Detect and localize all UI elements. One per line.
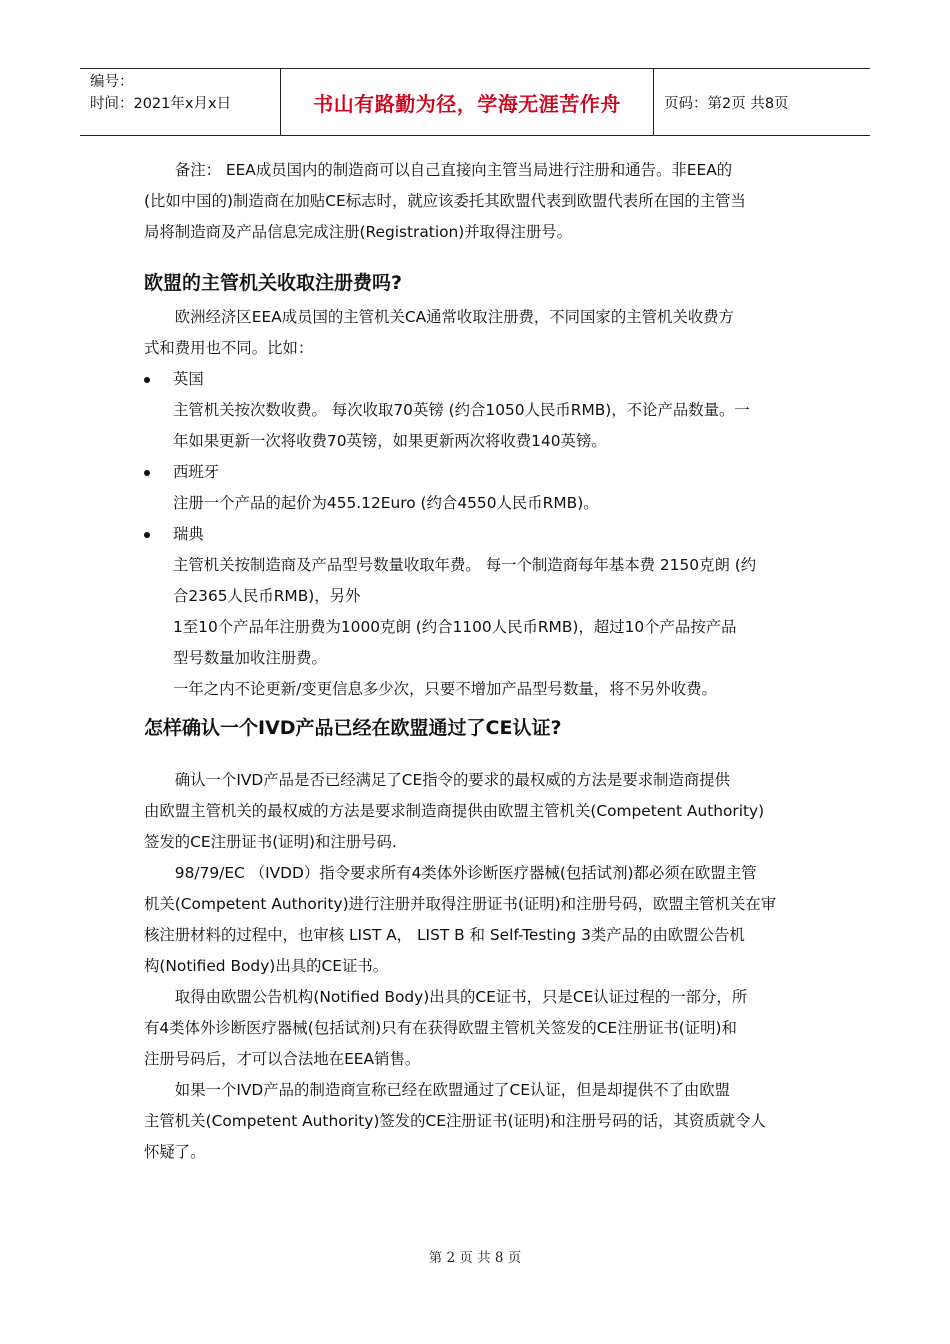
header-meta [80, 69, 281, 135]
text-line: 核注册材料的过程中，也审核 LIST A， LIST B 和 Self-Testing 3类产品的由欧盟公告机 [144, 926, 745, 944]
section1-intro [144, 302, 809, 364]
text-line: 怀疑了。 [144, 1143, 206, 1161]
bullet-icon [144, 377, 150, 383]
text-line: 注册号码后，才可以合法地在EEA销售。 [144, 1050, 421, 1068]
text-line: 备注： EEA成员国内的制造商可以自己直接向主管当局进行注册和通告。非EEA的 [174, 161, 733, 179]
page-footer: 第 2 页 共 8 页 [428, 1250, 522, 1266]
note-paragraph [144, 155, 809, 248]
text-line: 主管机关(Competent Authority)签发的CE注册证书(证明)和注册号码的话，其资质就令人 [144, 1112, 766, 1130]
text-line: 欧洲经济区EEA成员国的主管机关CA通常收取注册费，不同国家的主管机关收费方 [174, 308, 734, 326]
section-heading: 欧盟的主管机关收取注册费吗? [144, 272, 403, 294]
text-line: 如果一个IVD产品的制造商宣称已经在欧盟通过了CE认证，但是却提供不了由欧盟 [174, 1081, 731, 1099]
text-line: 主管机关按次数收费。 每次收取70英镑 (约合1050人民币RMB)，不论产品数量。一 [173, 401, 750, 419]
text-line: 机关(Competent Authority)进行注册并取得注册证书(证明)和注册号码，欧盟主管机关在审 [144, 895, 777, 913]
text-line: (比如中国的)制造商在加贴CE标志时，就应该委托其欧盟代表到欧盟代表所在国的主管当 [144, 192, 746, 210]
text-line: 有4类体外诊断医疗器械(包括试剂)只有在获得欧盟主管机关签发的CE注册证书(证明)和 [144, 1019, 737, 1037]
country-label: 瑞典 [173, 525, 204, 543]
section-heading: 怎样确认一个IVD产品已经在欧盟通过了CE认证? [144, 717, 562, 739]
list-item [144, 519, 809, 550]
country-label: 西班牙 [173, 463, 220, 481]
section2-paragraph [144, 982, 809, 1075]
text-line: 注册一个产品的起价为455.12Euro (约合4550人民币RMB)。 [173, 494, 599, 512]
text-line: 式和费用也不同。比如： [144, 339, 314, 357]
header-page-info: 页码：第2页 共8页 [664, 95, 789, 112]
section2-paragraph [144, 765, 809, 858]
bullet-icon [144, 470, 150, 476]
country-label: 英国 [173, 370, 204, 388]
text-line: 由欧盟主管机关的最权威的方法是要求制造商提供由欧盟主管机关(Competent Authority) [144, 802, 765, 820]
text-line: 取得由欧盟公告机构(Notified Body)出具的CE证书，只是CE认证过程的一部分，所 [174, 988, 748, 1006]
document-header [80, 68, 870, 136]
text-line: 签发的CE注册证书(证明)和注册号码. [144, 833, 397, 851]
text-line: 确认一个IVD产品是否已经满足了CE指令的要求的最权威的方法是要求制造商提供 [174, 771, 731, 789]
text-line: 一年之内不论更新/变更信息多少次，只要不增加产品型号数量，将不另外收费。 [173, 680, 717, 698]
section2-paragraph [144, 858, 809, 982]
text-line: 构(Notified Body)出具的CE证书。 [144, 957, 389, 975]
document-body [144, 155, 809, 1168]
header-motto: 书山有路勤为径，学海无涯苦作舟 [281, 69, 654, 135]
text-line: 合2365人民币RMB)，另外 [173, 587, 361, 605]
list-item [144, 364, 809, 395]
text-line: 年如果更新一次将收费70英镑，如果更新两次将收费140英镑。 [173, 432, 607, 450]
fee-list [144, 364, 809, 705]
text-line: 主管机关按制造商及产品型号数量收取年费。 每一个制造商每年基本费 2150克朗 (约 [173, 556, 757, 574]
number-label: 编号： [90, 74, 134, 90]
text-line: 98/79/EC （IVDD）指令要求所有4类体外诊断医疗器械(包括试剂)都必须在欧盟主管 [174, 864, 757, 882]
section2-paragraph [144, 1075, 809, 1168]
list-item [144, 457, 809, 488]
bullet-icon [144, 532, 150, 538]
date-label: 时间：2021年x月x日 [90, 96, 232, 112]
text-line: 型号数量加收注册费。 [173, 649, 327, 667]
text-line: 局将制造商及产品信息完成注册(Registration)并取得注册号。 [144, 223, 573, 241]
text-line: 1至10个产品年注册费为1000克朗 (约合1100人民币RMB)，超过10个产品按产品 [173, 618, 737, 636]
